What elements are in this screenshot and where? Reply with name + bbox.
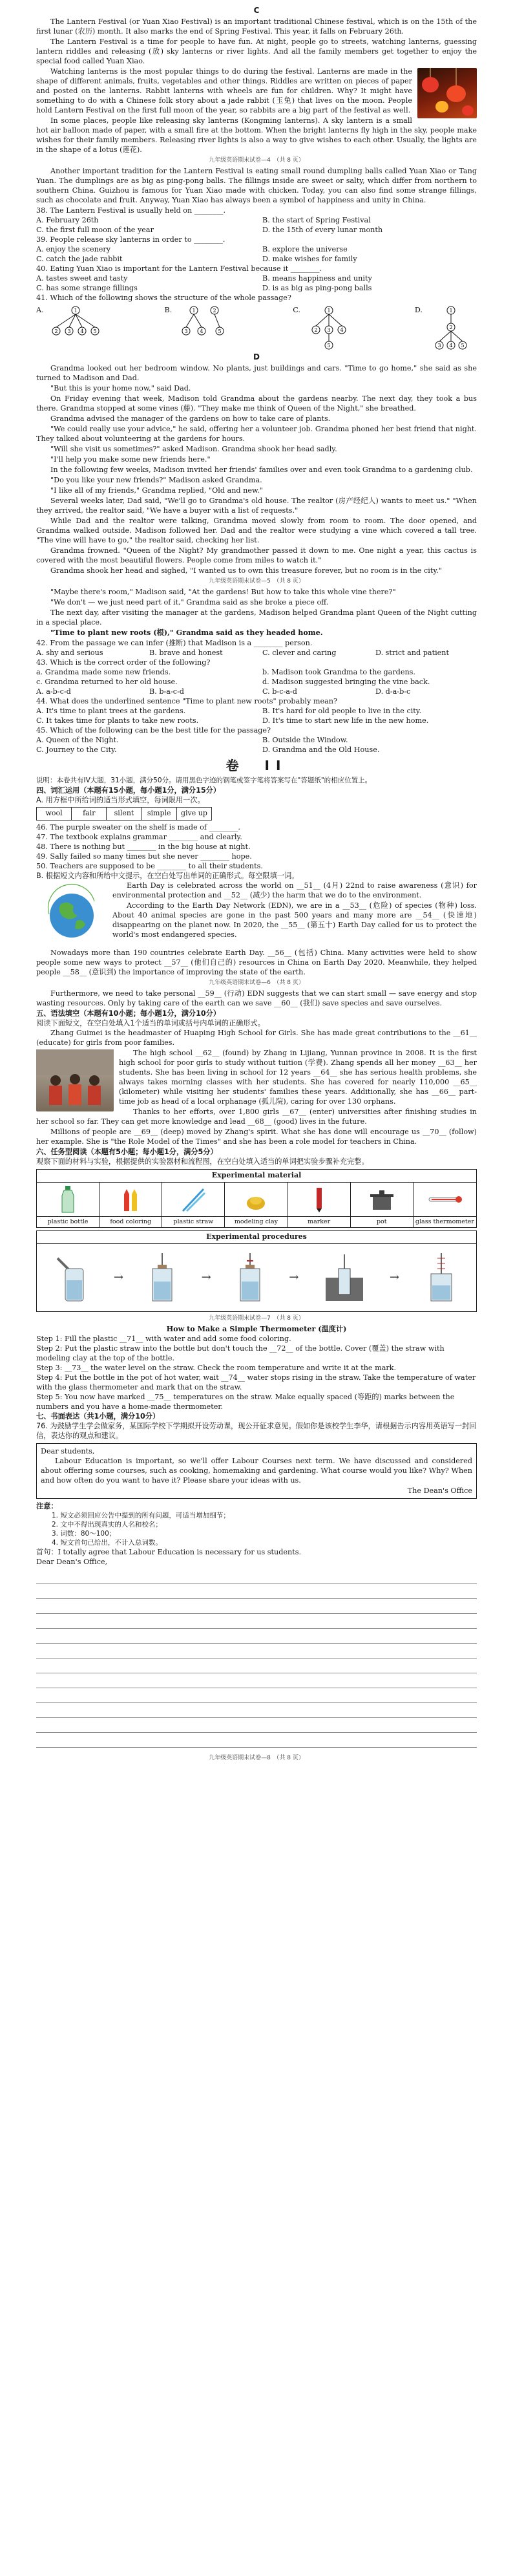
structure-option-d: D. 1 2 3 4 5	[415, 305, 477, 350]
letter-salutation: Dear Dean's Office,	[36, 1558, 108, 1567]
school-photo	[36, 1049, 114, 1111]
structure-diagram-d	[425, 305, 477, 350]
structure-option-a: A. 1 2 3 4 5	[36, 305, 105, 339]
option: A. tastes sweet and tasty	[36, 274, 128, 283]
page-footer-4: 九年级英语期末试卷—4 （共 8 页）	[209, 157, 304, 164]
vocab-question: 46. The purple sweater on the shelf is made of ________.	[36, 822, 240, 832]
hot-water-illustration	[322, 1252, 367, 1304]
grammar-para-4: Millions of people are __69__ (deep) moved by Zhang's spirit. What she has done will encourage us __70__ (follow) her example. She is "the Role Model of the Times" and she has been a role model for teachers in China.	[36, 1127, 477, 1146]
section-d-para: "I'll help you make some new friends here."	[50, 455, 211, 464]
earth-day-para-2: According to the Earth Day Network (EDN), we are in a __53__ (危险) of species (物种) loss. About 40 animal species are gone in the past 500 years and many more are __54__ (快速地) disappearing on the planet now. In 2020, the __55__ (第五十) Earth Day called for us to protect the world's most endangered species.	[112, 901, 477, 939]
material-cell: marker	[288, 1183, 351, 1228]
section-c-para-4: In some places, people like releasing sky lanterns (Kongming lanterns). A sky lantern is a small hot air balloon made of paper, with a small fire at the bottom. When the bright lanterns fly high in the sky, people make wishes for their family members. Releasing river lights is also a way to give wishes to each other. Usually, the lights are in the shape of a lotus (莲花).	[36, 116, 477, 155]
step: Step 4: Put the bottle in the pot of hot water, wait __74__ water stops rising in the straw. Take the temperature of water with the glass thermometer and mark that on the straw.	[36, 1373, 476, 1392]
material-cell: glass thermometer	[414, 1183, 476, 1228]
section-c-para-3: Watching lanterns is the most popular things to do during the festival. Lanterns are made in the shape of different animals, fruits, vegetables and other things. Riddles are written on pieces of paper and posted on the lanterns. Rabbit lanterns with wheels are fun for children. Why? It might have something to do with a Chinese folk story about a jade rabbit (玉兔) that lives on the moon. People hold Lantern Festival on the first full moon of the year, so rabbits are a big part of the festival as well.	[36, 67, 412, 115]
section-c-letter: C	[253, 6, 260, 15]
svg-text:5: 5	[93, 328, 97, 335]
option: D. make wishes for family	[262, 255, 357, 264]
structure-option-c: C. 1 2 3 4 5	[293, 305, 355, 350]
section-d-para: While Dad and the realtor were talking, Grandma moved slowly from room to room. The door opened, and Grandma walked outside. Madison followed her. Dad and the realtor were studying a vine which covered a tall tree. "The vine will have to go," the realtor said, checking her list.	[36, 517, 477, 545]
section-d-para: In the following few weeks, Madison invited her friends' families over and even took Grandma to a gardening club.	[50, 466, 473, 475]
option: B. brave and honest	[149, 649, 223, 658]
question-38-stem: 38. The Lantern Festival is usually held on ________.	[36, 206, 226, 215]
section-d-para: "Do you like your new friends?" Madison asked Grandma.	[50, 476, 262, 485]
option: B. means happiness and unity	[262, 274, 372, 283]
svg-text:3: 3	[327, 327, 331, 334]
section-d-letter: D	[253, 352, 260, 362]
earth-day-picture	[36, 882, 107, 947]
note-item: 2. 文中不得出现真实的人名和校名；	[52, 1521, 162, 1529]
question-44-stem: 44. What does the underlined sentence "Time to plant new roots" probably mean?	[36, 697, 337, 706]
svg-text:5: 5	[218, 328, 222, 335]
mark-level-illustration	[234, 1252, 266, 1304]
svg-text:2: 2	[54, 328, 58, 335]
option: C. catch the jade rabbit	[36, 255, 123, 264]
section-d-para: "We don't — we just need part of it," Grandma said as she broke a piece off.	[50, 598, 329, 607]
step: Step 1: Fill the plastic __71__ with water and add some food coloring.	[36, 1335, 291, 1344]
step: Step 5: You now have marked __75__ temperatures on the straw. Make equally spaced (等距的) marks between the numbers and you have a home-made thermometer.	[36, 1393, 455, 1411]
option: B. b-a-c-d	[149, 687, 184, 696]
word-box-item: silent	[107, 808, 141, 820]
structure-diagram-c	[303, 305, 355, 350]
volume-2-title: 卷 II	[225, 758, 288, 774]
step: Step 2: Put the plastic straw into the bottle but don't touch the __72__ of the bottle. Cover (覆盖) the straw with modeling clay at the top of the bottle.	[36, 1344, 445, 1363]
earth-day-para-3: Nowadays more than 190 countries celebrate Earth Day. __56__ (包括) China. Many activities were held to show people some new ways to protect __57__ (他们自己的) resources in China on Earth Day 2020. Meanwhile, they helped people __58__ (意识到) the importance of improving the state of the earth.	[36, 948, 477, 976]
svg-text:2: 2	[314, 327, 318, 334]
section-d-para: On Friday evening that week, Madison told Grandma about the gardens nearby. The next day, they took a bus there. Grandma stopped at some vines (藤). "They make me think of Queen of the Night," she breathed.	[36, 394, 477, 413]
notes-title: 注意：	[36, 1502, 58, 1511]
word-box-item: give up	[180, 809, 207, 818]
structure-options	[36, 305, 477, 350]
section-d-para: "Will she visit us sometimes?" asked Madison. Grandma shook her head sadly.	[50, 445, 337, 454]
option: B. the start of Spring Festival	[262, 216, 371, 225]
word-box-item: wool	[37, 808, 72, 820]
option: D. strict and patient	[375, 649, 449, 658]
svg-text:4: 4	[200, 328, 204, 335]
plastic-bottle-icon	[59, 1185, 76, 1214]
finished-thermometer-illustration	[422, 1252, 461, 1304]
vocab-question: 50. Teachers are supposed to be ________ to all their students.	[36, 861, 263, 870]
question-41-stem: 41. Which of the following shows the structure of the whole passage?	[36, 294, 291, 303]
svg-text:3: 3	[437, 343, 441, 349]
option: A. It's time to plant trees at the gardens.	[36, 707, 186, 716]
svg-text:1: 1	[327, 308, 331, 314]
flow-arrow-icon: →	[289, 1271, 299, 1285]
notice-greeting: Dear students,	[41, 1447, 95, 1456]
lantern-illustration	[417, 68, 477, 118]
option: A. Queen of the Night.	[36, 736, 119, 745]
earth-day-logo	[36, 882, 107, 947]
materials-table	[36, 1169, 477, 1228]
marker-icon	[313, 1185, 326, 1214]
svg-text:2: 2	[449, 325, 453, 331]
part-6-heading: 六、任务型阅读（本题有5小题；每小题1分，满分5分）	[36, 1147, 218, 1156]
grammar-para-2: The high school __62__ (found) by Zhang in Lijiang, Yunnan province in 2008. It is the first high school for poor girls to study without tuition (学费). Zhang spends all her money __63__ her students. She has been living in school for 12 years __64__ she has serious health problems, she always takes morning classes with her students. She has covered for nearly 110,000 __65__ (kilometer) while visiting her students' families these years. Additionally, she has __66__ part-time job as head of a local orphanage (孤儿院), caring for over 130 orphans.	[119, 1048, 477, 1106]
material-cell: plastic straw	[162, 1183, 225, 1228]
students-photo	[36, 1049, 114, 1111]
question-42	[36, 638, 477, 658]
part-6-instruction: 观察下面的材料与实验，根据提供的实验器材和流程图，在空白处填入适当的单词把实验步骤补充完整。	[36, 1157, 369, 1166]
option: C. It takes time for plants to take new roots.	[36, 716, 199, 725]
part-4-heading: 四、词汇运用（本题有15小题，每小题1分，满分15分）	[36, 786, 221, 795]
option: b. Madison took Grandma to the gardens.	[262, 668, 415, 677]
pour-water-illustration	[52, 1252, 91, 1304]
svg-text:3: 3	[67, 328, 71, 335]
section-d-para: The next day, after visiting the manager at the gardens, Madison helped Grandma plant Queen of the Night cutting in a special place.	[36, 608, 477, 627]
section-c-para-1: The Lantern Festival (or Yuan Xiao Festival) is an important traditional Chinese festival, which is on the 15th of the first lunar (农历) month. It also marks the end of Spring Festival. This year, it falls on February 26th.	[36, 17, 477, 36]
vocab-question: 47. The textbook explains grammar ________ and clearly.	[36, 832, 242, 841]
option: D. d-a-b-c	[375, 687, 411, 696]
question-40	[36, 264, 477, 293]
svg-text:1: 1	[192, 308, 196, 314]
svg-text:1: 1	[449, 308, 453, 314]
option: c. Grandma returned to her old house.	[36, 678, 178, 687]
question-43-stem: 43. Which is the correct order of the following?	[36, 658, 211, 667]
option: a. Grandma made some new friends.	[36, 668, 171, 677]
section-d-para: "We could really use your advice," he said, offering her a volunteer job. Grandma phoned her best friend that night. They talked about volunteering at the gardens for hours.	[36, 425, 477, 444]
grammar-para-3: Thanks to her efforts, over 1,800 girls __67__ (enter) universities after finishing studies in her school so far. They can get more knowledge and lead __68__ (good) lives in the future.	[36, 1107, 477, 1126]
section-c-para-2: The Lantern Festival is a time for people to have fun. At night, people go to streets, watching lanterns, guessing lantern riddles and releasing (放) sky lanterns or river lights. And all the family members get together to enjoy the special food called Yuan Xiao.	[36, 38, 477, 66]
section-d-para: Several weeks later, Dad said, "We'll go to Grandma's old house. The realtor (房产经纪人) wants to meet us." "When they arrived, the realtor said, "We have a buyer with a list of requests."	[36, 497, 477, 515]
word-box-item: simple	[142, 808, 177, 820]
section-c-para-5: Another important tradition for the Lantern Festival is eating small round dumpling balls called Yuan Xiao or Tang Yuan. The dumplings are as big as ping-pong balls. The fillings inside are sweet or salty, which differ from northern to southern China. Guizhou is famous for Yuan Xiao made with chicken. Today, you can also find some strange fillings, such as chocolate and fruit. Anyway, Yuan Xiao has always been a symbol of happiness and unity in China.	[36, 167, 477, 205]
structure-diagram-a	[47, 305, 105, 339]
option: B. It's hard for old people to live in the city.	[262, 707, 422, 716]
option: D. the 15th of every lunar month	[262, 226, 383, 235]
question-40-stem: 40. Eating Yuan Xiao is important for the Lantern Festival because it ________.	[36, 264, 322, 274]
question-42-stem: 42. From the passage we can infer (推断) that Madison is a ________ person.	[36, 639, 313, 648]
part-b-instruction: B. 根据短文内容和所给中文提示，在空白处写出单词的正确形式。每空限填一词。	[36, 871, 299, 880]
option: d. Madison suggested bringing the vine back.	[262, 678, 430, 687]
option: A. shy and serious	[36, 649, 103, 658]
option: C. b-c-a-d	[262, 687, 297, 696]
option: D. Grandma and the Old House.	[262, 746, 380, 755]
part-a-instruction: A. 用方框中所给词的适当形式填空，每词限用一次。	[36, 796, 205, 805]
material-cell: food coloring	[99, 1183, 162, 1228]
answer-lines[interactable]	[36, 1569, 477, 1748]
procedure-flow	[37, 1244, 476, 1311]
step: Step 3: __73__ the water level on the straw. Check the room temperature and write it at the mark.	[36, 1364, 397, 1373]
section-d-para: Grandma shook her head and sighed, "I wanted us to own this treasure forever, but no room is in the city."	[50, 566, 442, 575]
word-box-item: fair	[72, 808, 107, 820]
material-cell: plastic bottle	[37, 1183, 99, 1228]
note-item: 4. 短文首句已给出，不计入总词数。	[52, 1539, 162, 1547]
question-38	[36, 206, 477, 235]
vocab-question: 48. There is nothing but ________ in the big house at night.	[36, 842, 251, 851]
material-cell: pot	[351, 1183, 414, 1228]
flow-arrow-icon: →	[201, 1271, 211, 1285]
part-5-instruction: 阅读下面短文，在空白处填入1个适当的单词或括号内单词的正确形式。	[36, 1018, 265, 1027]
page-footer-6: 九年级英语期末试卷—6 （共 8 页）	[209, 979, 304, 986]
volume-2-note: 说明：本卷共有IV大题，31小题，满分50分。请用黑色字迹的钢笔或签字笔将答案写在"答题纸"的相应位置上。	[36, 777, 372, 785]
flow-arrow-icon: →	[113, 1271, 124, 1285]
question-45-stem: 45. Which of the following can be the best title for the passage?	[36, 726, 271, 735]
note-item: 1. 短文必须回应公告中提到的所有问题，可适当增加细节；	[52, 1512, 230, 1520]
section-d-para: Grandma advised the manager of the gardens on how to take care of plants.	[50, 414, 331, 424]
section-d-para: "Time to plant new roots (根)," Grandma said as they headed home.	[50, 628, 323, 638]
question-45	[36, 725, 477, 755]
option: D. is as big as ping-pong balls	[262, 284, 372, 293]
question-39-stem: 39. People release sky lanterns in order to ________.	[36, 235, 225, 244]
flow-arrow-icon: →	[389, 1271, 399, 1285]
option: C. the first full moon of the year	[36, 226, 154, 235]
plastic-straw-icon	[180, 1185, 206, 1214]
svg-text:4: 4	[80, 328, 84, 335]
option: B. explore the universe	[262, 245, 348, 254]
option: B. Outside the Window.	[262, 736, 348, 745]
question-39	[36, 235, 477, 264]
option: A. enjoy the scenery	[36, 245, 111, 254]
part-7-heading: 七、书面表达（共1小题，满分10分）	[36, 1412, 160, 1421]
svg-text:2: 2	[213, 308, 216, 314]
svg-text:3: 3	[184, 328, 188, 335]
vocab-question: 49. Sally failed so many times but she never ________ hope.	[36, 852, 252, 861]
word-box	[36, 807, 212, 821]
grammar-para-1: Zhang Guimei is the headmaster of Huaping High School for Girls. She has made great contributions to the __61__ (educate) for girls from poor families.	[36, 1028, 477, 1047]
modeling-clay-icon	[245, 1185, 267, 1214]
bottle-straw-illustration	[146, 1252, 178, 1304]
pot-icon	[369, 1185, 395, 1214]
material-cell: modeling clay	[225, 1183, 288, 1228]
earth-day-para-1: Earth Day is celebrated across the world on __51__ (4月) 22nd to raise awareness (意识) for environmental protection and __52__ (减少) the harm that we do to the environment.	[112, 881, 477, 899]
page-footer-5: 九年级英语期末试卷—5 （共 8 页）	[209, 578, 304, 585]
section-d-para: Grandma frowned. "Queen of the Night? My grandmother passed it down to me. One night a year, this cactus is covered with the most beautiful flowers. People come from miles to watch it."	[36, 546, 477, 565]
option: C. has some strange fillings	[36, 284, 138, 293]
option: C. clever and caring	[262, 649, 337, 658]
svg-text:5: 5	[461, 343, 465, 349]
materials-title: Experimental material	[37, 1170, 476, 1183]
thermometer-title: How to Make a Simple Thermometer (温度计)	[166, 1324, 347, 1334]
page-footer-8: 九年级英语期末试卷—8 （共 8 页）	[209, 1755, 304, 1762]
option: A. February 26th	[36, 216, 99, 225]
part-5-heading: 五、语法填空（本题有10小题；每小题1分，满分10分）	[36, 1009, 221, 1018]
question-41	[36, 293, 477, 350]
notice-body: Labour Education is important, so we'll offer Labour Courses next term. We have discussed and considered about offering some courses, such as cooking, homemaking and gardening. What course would you like? Why? When and how often do you want to have it? Please share your ideas with us.	[41, 1457, 472, 1485]
page-footer-7: 九年级英语期末试卷—7 （共 8 页）	[209, 1315, 304, 1322]
structure-option-b: B. 1 2 3 4 5	[165, 305, 233, 339]
svg-text:1: 1	[74, 308, 78, 314]
option: D. It's time to start new life in the new home.	[262, 716, 429, 725]
procedures-table	[36, 1230, 477, 1312]
notice-box	[36, 1443, 477, 1499]
procedures-title: Experimental procedures	[37, 1231, 476, 1244]
note-item: 3. 词数：80～100；	[52, 1530, 116, 1538]
first-sentence: 首句：I totally agree that Labour Education is necessary for us students.	[36, 1548, 301, 1557]
option: C. Journey to the City.	[36, 746, 117, 755]
notice-signature: The Dean's Office	[407, 1487, 472, 1496]
svg-text:4: 4	[340, 327, 344, 334]
lantern-picture	[417, 68, 477, 118]
earth-day-para-4: Furthermore, we need to take personal __59__ (行动) EDN suggests that we can start small — save energy and stop wasting resources. Only by taking care of the earth can we save __60__ (我们) save species and save ourselves.	[36, 989, 477, 1007]
section-d-para: "Maybe there's room," Madison said, "At the gardens! But how to take this whole vine there?"	[50, 588, 396, 597]
section-d-para: "But this is your home now," said Dad.	[50, 384, 191, 393]
structure-diagram-b	[174, 305, 233, 339]
section-d-para: Grandma looked out her bedroom window. No plants, just buildings and cars. "Time to go home," she said as she turned to Madison and Dad.	[36, 364, 477, 383]
glass-thermometer-icon	[425, 1185, 464, 1214]
question-44	[36, 696, 477, 725]
svg-text:4: 4	[449, 343, 453, 349]
svg-text:5: 5	[327, 343, 331, 349]
question-43	[36, 658, 477, 696]
part-7-instruction: 76. 为鼓励学生学会做家务，某国际学校下学期拟开设劳动课，现公开征求意见。假如你是该校学生李华，请根据告示内容用英语写一封回信，表达你的观点和建议。	[36, 1422, 477, 1441]
option: A. a-b-c-d	[36, 687, 71, 696]
food-coloring-icon	[121, 1185, 140, 1214]
section-d-para: "I like all of my friends," Grandma replied, "Old and new."	[50, 486, 263, 495]
